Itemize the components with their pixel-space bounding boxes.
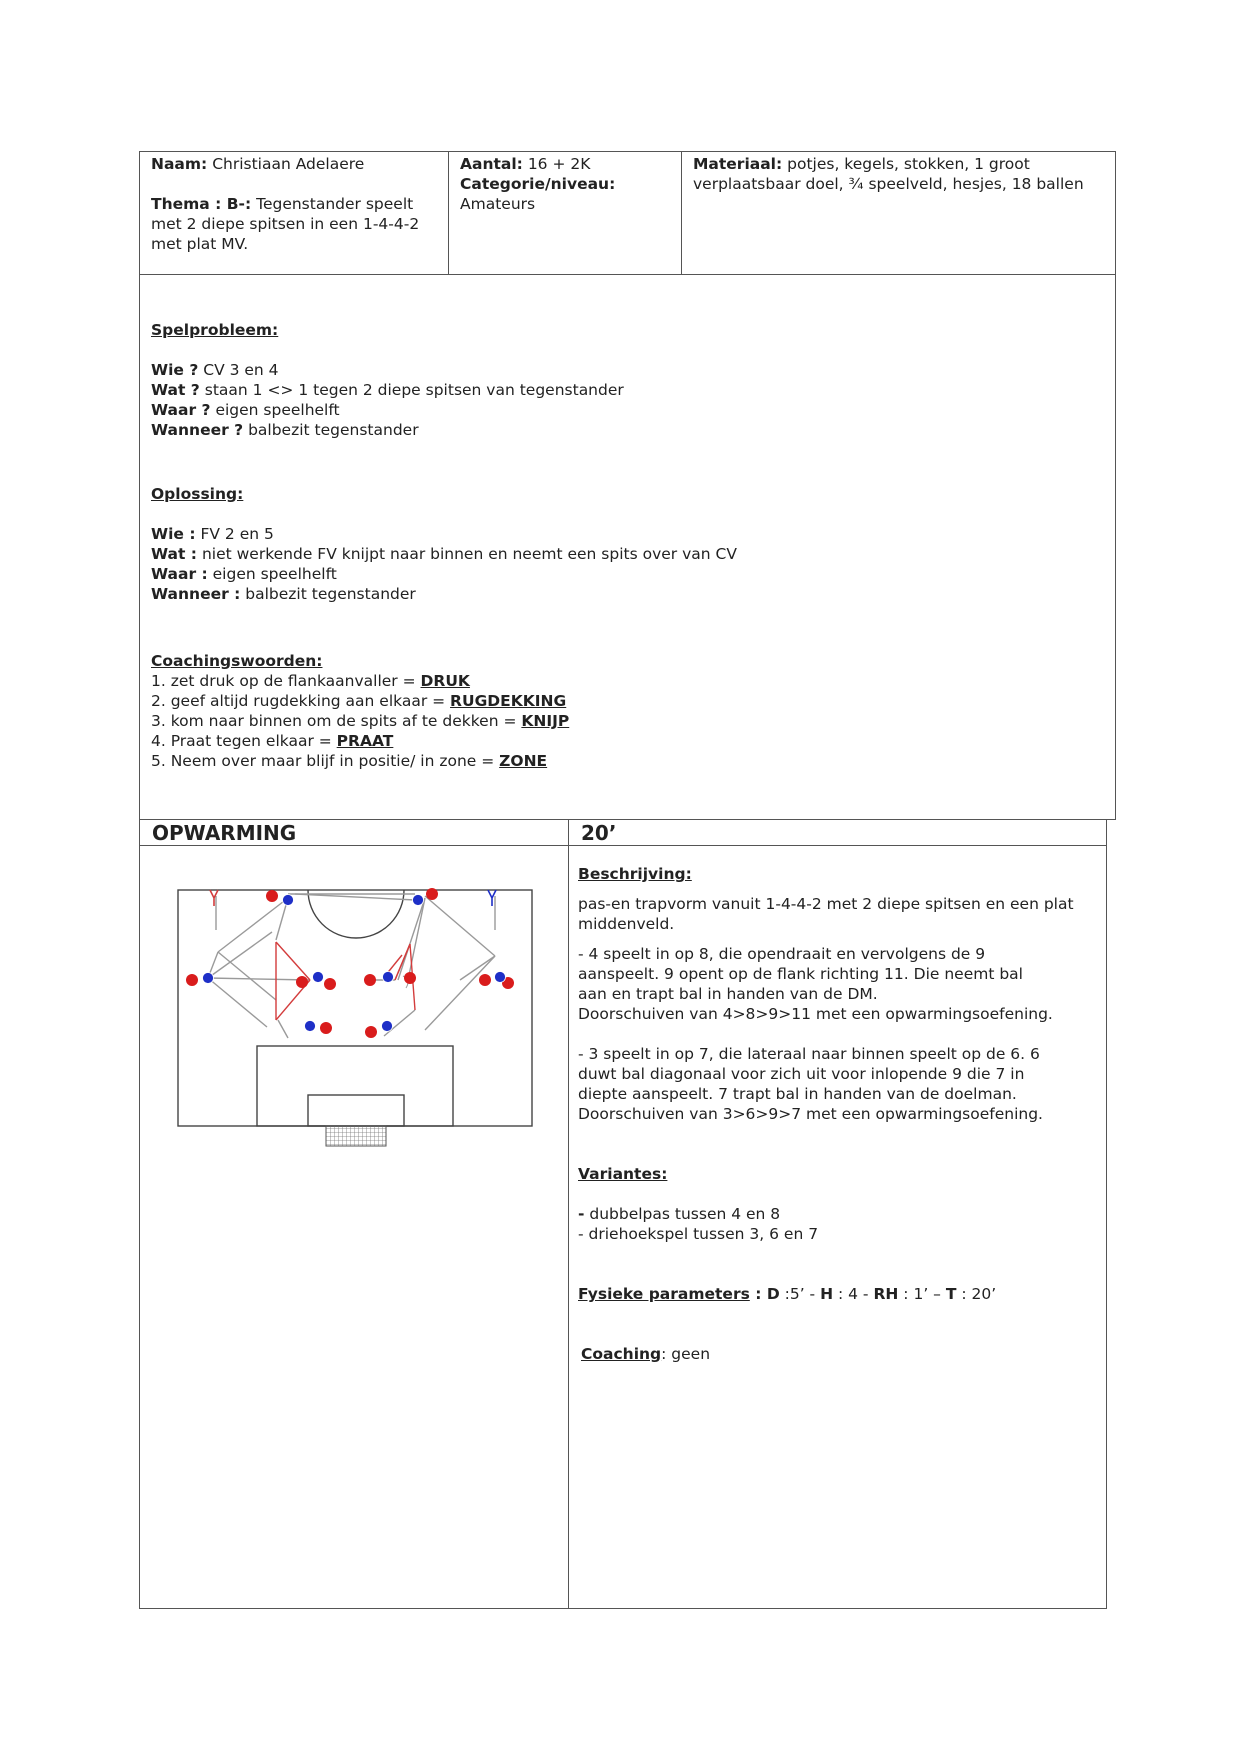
coaching-keyword: PRAAT <box>336 732 394 750</box>
blue-player <box>413 895 424 906</box>
fysiek-t-label: T <box>945 1285 957 1303</box>
red-player <box>426 888 438 900</box>
red-player <box>296 976 308 988</box>
spel-waar-label: Waar ? <box>151 401 211 419</box>
red-player <box>186 974 198 986</box>
coaching-heading: Coachingswoorden: <box>151 652 323 670</box>
thema-label: Thema : B-: <box>151 195 252 213</box>
opl-wat-label: Wat : <box>151 545 198 563</box>
fysiek-h-value: : 4 - <box>833 1285 874 1303</box>
materiaal-label: Materiaal: <box>693 155 783 173</box>
coaching-item <box>151 751 1091 771</box>
coaching-keyword: ZONE <box>499 752 548 770</box>
opl-wie-value: FV 2 en 5 <box>200 525 274 543</box>
section-title: OPWARMING <box>152 821 297 845</box>
coaching-block <box>141 649 1101 773</box>
coaching-summary <box>578 1344 1103 1364</box>
fysiek-sep: : <box>749 1285 767 1303</box>
fysiek-d-value: :5’ - <box>779 1285 821 1303</box>
beschrijving-line: - 3 speelt in op 7, die lateraal naar binnen speelt op de 6. 6 <box>578 1045 1040 1063</box>
blue-player <box>283 895 294 906</box>
fysiek-heading: Fysieke parameters <box>578 1285 750 1303</box>
pitch-outline <box>178 890 532 1126</box>
thema-value: Tegenstander speelt met 2 diepe spitsen in een 1-4-4-2 met plat MV. <box>151 195 420 253</box>
coaching-item-text: 4. Praat tegen elkaar = <box>151 732 337 750</box>
pass-lines-grey <box>208 894 495 1038</box>
opl-wanneer-label: Wanneer : <box>151 585 241 603</box>
aantal-value: 16 + 2K <box>527 155 591 173</box>
materiaal-value: potjes, kegels, stokken, 1 groot verplaatsbaar doel, ¾ speelveld, hesjes, 18 ballen <box>693 155 1084 193</box>
opl-wie-label: Wie : <box>151 525 196 543</box>
section-duration: 20’ <box>581 821 617 845</box>
exercise-column-divider <box>568 819 569 1609</box>
goal-net <box>326 1126 386 1146</box>
fysieke-parameters <box>578 1284 1103 1304</box>
beschrijving-line: Doorschuiven van 3>6>9>7 met een opwarmingsoefening. <box>578 1105 1043 1123</box>
oplossing-block <box>141 482 1101 606</box>
header-naam-cell <box>141 152 447 256</box>
red-player <box>324 978 336 990</box>
coaching-keyword: KNIJP <box>521 712 570 730</box>
blue-player <box>313 972 324 983</box>
blue-player <box>383 972 394 983</box>
blue-player <box>382 1021 393 1032</box>
coaching-keyword: RUGDEKKING <box>450 692 567 710</box>
opl-waar-label: Waar : <box>151 565 208 583</box>
spel-wat-value: staan 1 <> 1 tegen 2 diepe spitsen van tegenstander <box>204 381 624 399</box>
penalty-box <box>257 1046 453 1126</box>
coaching-item <box>151 691 1091 711</box>
header-aantal-cell <box>450 152 680 216</box>
red-player <box>404 972 416 984</box>
spelprobleem-heading: Spelprobleem: <box>151 321 279 339</box>
variante-item: - driehoekspel tussen 3, 6 en 7 <box>578 1225 819 1243</box>
beschrijving-intro: pas-en trapvorm vanuit 1-4-4-2 met 2 diepe spitsen en een plat middenveld. <box>578 895 1074 933</box>
variantes-heading: Variantes: <box>578 1165 668 1183</box>
coaching-item-text: 5. Neem over maar blijf in positie/ in zone = <box>151 752 500 770</box>
naam-value: Christiaan Adelaere <box>212 155 365 173</box>
coaching-item <box>151 731 1091 751</box>
flag-icons <box>210 890 496 906</box>
spel-wie-value: CV 3 en 4 <box>203 361 279 379</box>
variante-item <box>578 1204 1103 1224</box>
spel-wanneer-label: Wanneer ? <box>151 421 244 439</box>
fysiek-rh-value: : 1’ – <box>898 1285 946 1303</box>
coaching-summary-value: : geen <box>661 1345 711 1363</box>
fysiek-t-value: : 20’ <box>956 1285 997 1303</box>
red-player <box>266 890 278 902</box>
aantal-label: Aantal: <box>460 155 523 173</box>
spel-wat-label: Wat ? <box>151 381 200 399</box>
opl-wat-value: niet werkende FV knijpt naar binnen en neemt een spits over van CV <box>201 545 737 563</box>
fysiek-d-label: D <box>766 1285 780 1303</box>
coaching-item-text: 3. kom naar binnen om de spits af te dekken = <box>151 712 522 730</box>
description-column <box>578 864 1103 1364</box>
spel-wanneer-value: balbezit tegenstander <box>248 421 419 439</box>
spel-waar-value: eigen speelhelft <box>215 401 340 419</box>
variante-dash: - <box>578 1205 585 1223</box>
oplossing-heading: Oplossing: <box>151 485 244 503</box>
beschrijving-line: aanspeelt. 9 opent op de flank richting 11. Die neemt bal <box>578 965 1023 983</box>
categorie-value: Amateurs <box>460 195 536 213</box>
fysiek-h-label: H <box>820 1285 834 1303</box>
blue-player <box>305 1021 316 1032</box>
beschrijving-heading: Beschrijving: <box>578 865 692 883</box>
blue-player <box>203 973 214 984</box>
red-player <box>364 974 376 986</box>
header-materiaal-cell <box>683 152 1115 196</box>
blue-player <box>495 972 506 983</box>
opl-wanneer-value: balbezit tegenstander <box>245 585 416 603</box>
opl-waar-value: eigen speelhelft <box>212 565 337 583</box>
coaching-item-text: 2. geef altijd rugdekking aan elkaar = <box>151 692 451 710</box>
coaching-item <box>151 671 1091 691</box>
red-player <box>320 1022 332 1034</box>
red-players <box>186 888 514 1038</box>
red-player <box>479 974 491 986</box>
spelprobleem-block <box>141 318 1101 442</box>
goal-area <box>308 1095 404 1126</box>
naam-label: Naam: <box>151 155 208 173</box>
beschrijving-line: Doorschuiven van 4>8>9>11 met een opwarmingsoefening. <box>578 1005 1053 1023</box>
beschrijving-line: duwt bal diagonaal voor zich uit voor inlopende 9 die 7 in <box>578 1065 1025 1083</box>
coaching-keyword: DRUK <box>420 672 470 690</box>
fysiek-rh-label: RH <box>873 1285 899 1303</box>
beschrijving-line: - 4 speelt in op 8, die opendraait en vervolgens de 9 <box>578 945 986 963</box>
spel-wie-label: Wie ? <box>151 361 199 379</box>
red-player <box>365 1026 377 1038</box>
coaching-summary-heading: Coaching <box>581 1345 662 1363</box>
beschrijving-line: aan en trapt bal in handen van de DM. <box>578 985 878 1003</box>
categorie-label: Categorie/niveau: <box>460 175 616 193</box>
coaching-item-text: 1. zet druk op de flankaanvaller = <box>151 672 421 690</box>
variante-text: dubbelpas tussen 4 en 8 <box>584 1205 781 1223</box>
coaching-item <box>151 711 1091 731</box>
beschrijving-line: diepte aanspeelt. 7 trapt bal in handen van de doelman. <box>578 1085 1017 1103</box>
field-diagram <box>170 880 540 1150</box>
